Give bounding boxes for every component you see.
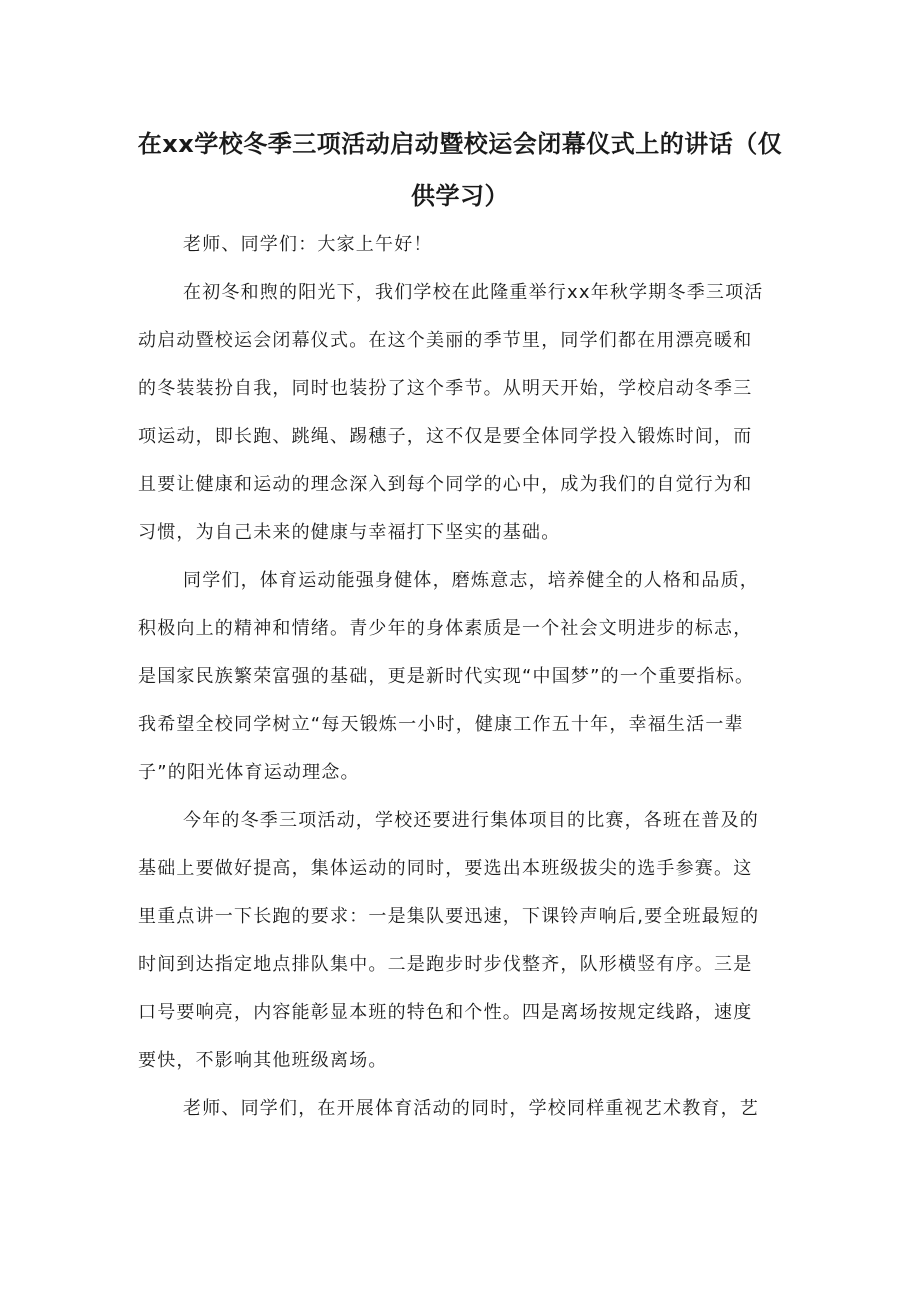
document-title-line-1: 在xx学校冬季三项活动启动暨校运会闭幕仪式上的讲话（仅 — [137, 130, 783, 158]
paragraph-3-line-3: 里重点讲一下长跑的要求：一是集队要迅速，下课铃声响后,要全班最短的 — [138, 906, 760, 927]
paragraph-1-line-6: 习惯，为自己未来的健康与幸福打下坚实的基础。 — [138, 522, 561, 543]
paragraph-4-line-1: 老师、同学们，在开展体育活动的同时，学校同样重视艺术教育，艺 — [183, 1098, 759, 1119]
paragraph-2-line-3: 是国家民族繁荣富强的基础，更是新时代实现“中国梦”的一个重要指标。 — [138, 666, 755, 687]
paragraph-1-line-1: 在初冬和煦的阳光下，我们学校在此隆重举行xx年秋学期冬季三项活 — [183, 282, 764, 303]
paragraph-1-line-2: 动启动暨校运会闭幕仪式。在这个美丽的季节里，同学们都在用漂亮暖和 — [138, 330, 753, 351]
paragraph-1-line-5: 且要让健康和运动的理念深入到每个同学的心中，成为我们的自觉行为和 — [138, 474, 753, 495]
paragraph-3-line-2: 基础上要做好提高，集体运动的同时，要选出本班级拔尖的选手参赛。这 — [138, 858, 753, 879]
paragraph-3-line-4: 时间到达指定地点排队集中。二是跑步时步伐整齐，队形横竖有序。三是 — [138, 954, 753, 975]
paragraph-3-line-6: 要快，不影响其他班级离场。 — [138, 1050, 388, 1071]
greeting-line: 老师、同学们：大家上午好！ — [183, 234, 433, 255]
paragraph-3-line-1: 今年的冬季三项活动，学校还要进行集体项目的比赛，各班在普及的 — [183, 810, 759, 831]
paragraph-2-line-2: 积极向上的精神和情绪。青少年的身体素质是一个社会文明进步的标志， — [138, 618, 753, 639]
paragraph-3-line-5: 口号要响亮，内容能彰显本班的特色和个性。四是离场按规定线路，速度 — [138, 1002, 753, 1023]
document-title-line-2: 供学习） — [411, 182, 509, 210]
paragraph-2-line-5: 子”的阳光体育运动理念。 — [138, 762, 360, 783]
paragraph-1-line-4: 项运动，即长跑、跳绳、踢穗子，这不仅是要全体同学投入锻炼时间，而 — [138, 426, 753, 447]
paragraph-1-line-3: 的冬装装扮自我，同时也装扮了这个季节。从明天开始，学校启动冬季三 — [138, 378, 753, 399]
paragraph-2-line-1: 同学们，体育运动能强身健体，磨炼意志，培养健全的人格和品质， — [183, 570, 759, 591]
paragraph-2-line-4: 我希望全校同学树立“每天锻炼一小时，健康工作五十年，幸福生活一辈 — [138, 714, 744, 735]
